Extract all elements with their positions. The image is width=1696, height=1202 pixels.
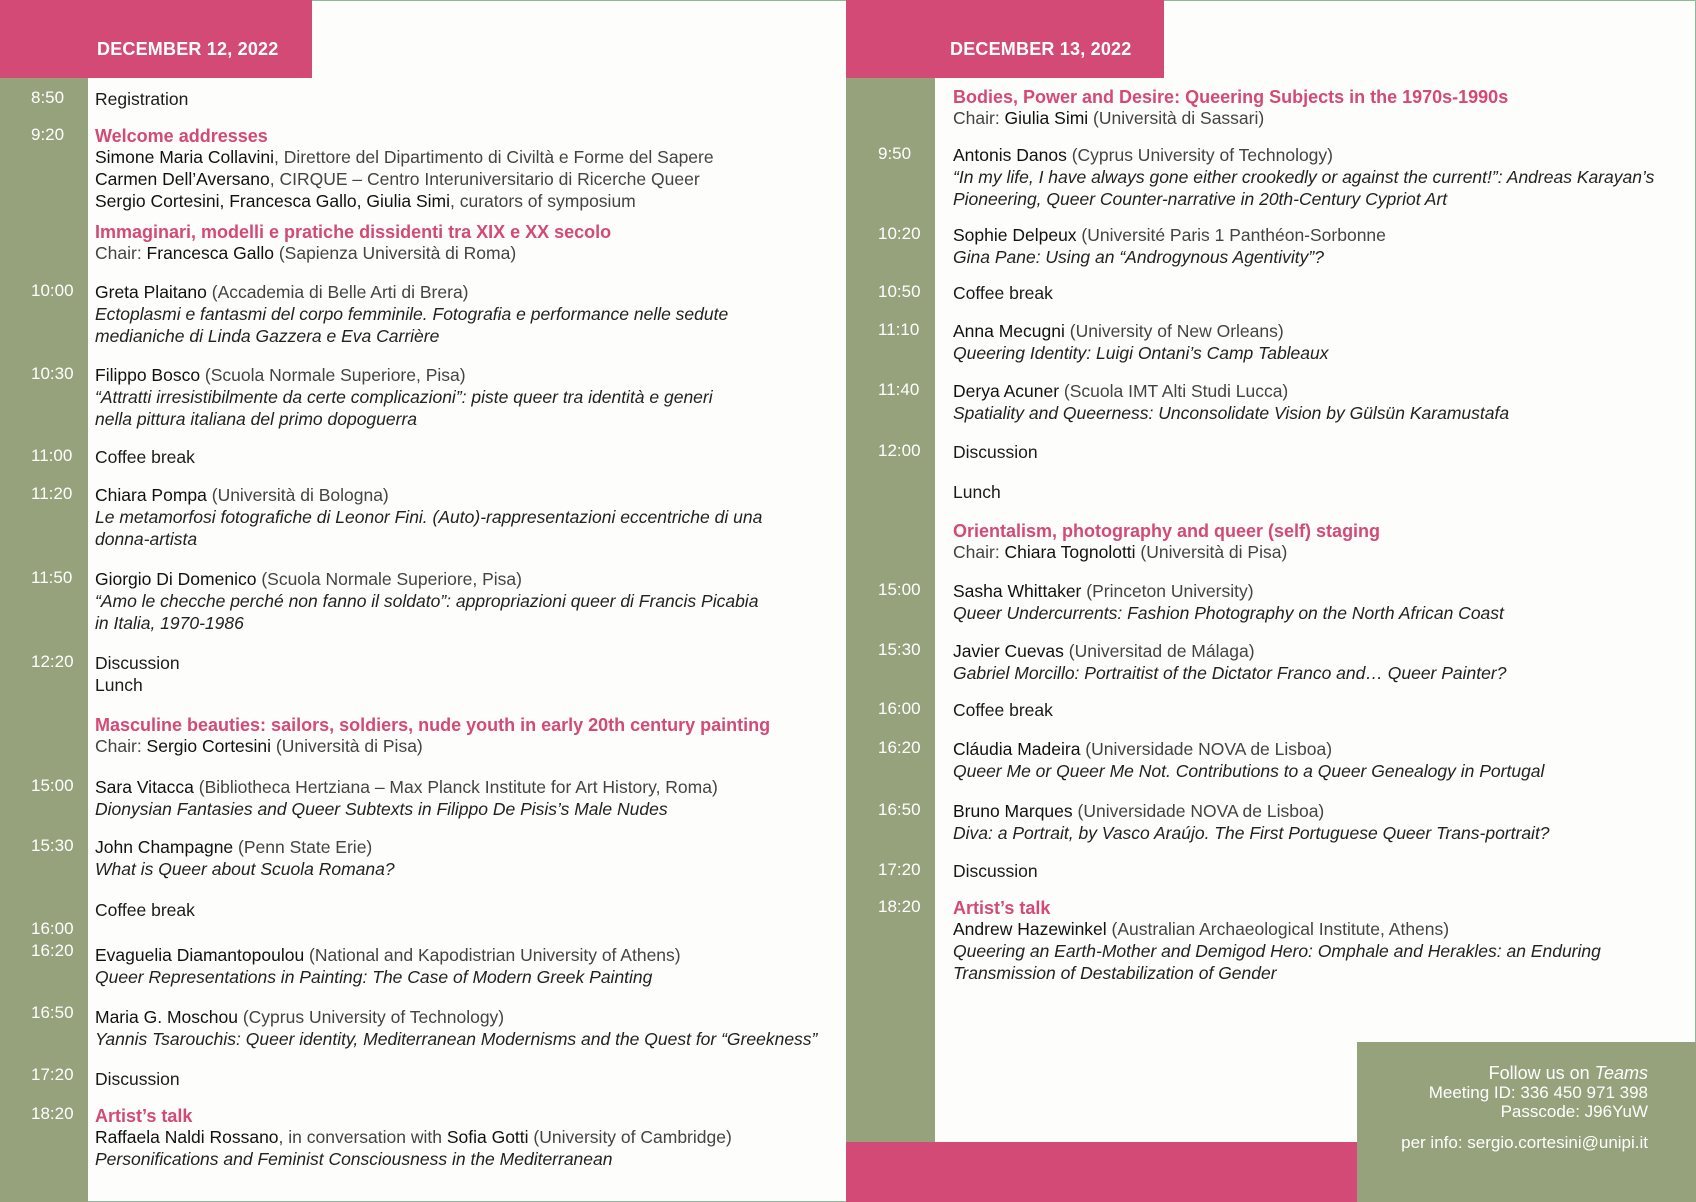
talk-title: Le metamorfosi fotografiche di Leonor Fini. (Auto)-rappresentazioni eccentriche di una: [95, 507, 763, 527]
speaker-affiliation: Chair:: [95, 736, 147, 756]
speaker-affiliation: (Scuola Normale Superiore, Pisa): [200, 365, 466, 385]
speaker-name: Filippo Bosco: [95, 365, 201, 385]
speaker-affiliation: (Università di Sassari): [1088, 108, 1265, 128]
speaker-affiliation: (Università di Bologna): [206, 485, 389, 505]
talk-title: Pioneering, Queer Counter-narrative in 20th-Century Cypriot Art: [953, 189, 1448, 209]
time-slot: 17:20: [31, 1065, 74, 1084]
time-slot: 11:00: [31, 446, 73, 465]
time-slot: 16:50: [878, 800, 921, 819]
schedule-item: [953, 738, 1544, 782]
talk-title: “In my life, I have always gone either crookedly or against the current!”: Andreas Karayan’s: [953, 167, 1655, 187]
section-title: Immaginari, modelli e pratiche dissidenti tra XIX e XX secolo: [95, 222, 612, 242]
schedule-item: [95, 899, 195, 921]
session-label: Registration: [95, 89, 189, 109]
time-slot: 18:20: [31, 1104, 74, 1123]
time-slot: 10:00: [31, 281, 74, 300]
speaker-affiliation: (National and Kapodistrian University of Athens): [304, 945, 681, 965]
speaker-affiliation: Chair:: [953, 108, 1005, 128]
speaker-name: Sara Vitacca: [95, 777, 194, 797]
session-label: Coffee break: [95, 447, 195, 467]
speaker-line: [95, 836, 395, 858]
speaker-affiliation: (Universitad de Málaga): [1063, 641, 1255, 661]
speaker-affiliation: (Universidade NOVA de Lisboa): [1072, 801, 1325, 821]
speaker-name: Sophie Delpeux: [953, 225, 1077, 245]
speaker-affiliation: (Scuola IMT Alti Studi Lucca): [1059, 381, 1289, 401]
speaker-line: [953, 918, 1601, 940]
speaker-line: [953, 320, 1329, 342]
schedule-item: [953, 640, 1506, 684]
schedule-item: [953, 282, 1053, 304]
speaker-affiliation: (Sapienza Università di Roma): [273, 243, 517, 263]
speaker-line: [95, 281, 728, 303]
talk-title: Queer Undercurrents: Fashion Photography on the North African Coast: [953, 603, 1504, 623]
speaker-name: Javier Cuevas: [953, 641, 1064, 661]
speaker-affiliation: (University of New Orleans): [1064, 321, 1284, 341]
speaker-line: [95, 568, 758, 590]
schedule-item: [95, 1105, 732, 1170]
day1-header-text: DECEMBER 12, 2022: [97, 39, 279, 59]
session-label: Coffee break: [95, 900, 195, 920]
talk-title: What is Queer about Scuola Romana?: [95, 859, 395, 879]
speaker-line: [95, 364, 713, 386]
speaker-affiliation: (Universidade NOVA de Lisboa): [1080, 739, 1333, 759]
schedule-item: [95, 652, 180, 696]
time-slot: 8:50: [31, 88, 65, 107]
talk-title: Diva: a Portrait, by Vasco Araújo. The First Portuguese Queer Trans-portrait?: [953, 823, 1550, 843]
time-slot: 11:20: [31, 484, 73, 503]
speaker-affiliation: Chair:: [953, 542, 1005, 562]
speaker-line: [95, 146, 714, 168]
speaker-line: [95, 190, 714, 212]
speaker-name: Carmen Dell’Aversano: [95, 169, 270, 189]
speaker-affiliation: , CIRQUE – Centro Interuniversitario di Ricerche Queer: [269, 169, 700, 189]
time-slot: 17:20: [878, 860, 921, 879]
time-slot: 15:00: [878, 580, 921, 599]
talk-title: Spatiality and Queerness: Unconsolidate Vision by Gülsün Karamustafa: [953, 403, 1510, 423]
section-title: Welcome addresses: [95, 126, 268, 146]
speaker-name: Sasha Whittaker: [953, 581, 1082, 601]
time-slot: 10:30: [31, 364, 74, 383]
speaker-line: [953, 640, 1506, 662]
speaker-name: Evaguelia Diamantopoulou: [95, 945, 305, 965]
speaker-line: [95, 484, 762, 506]
follow-line: [1357, 1064, 1648, 1083]
schedule-item: [95, 776, 718, 820]
schedule-item: [95, 568, 758, 634]
session-label: Discussion: [953, 442, 1038, 462]
time-slot: 16:20: [31, 941, 74, 960]
talk-title: Gina Pane: Using an “Androgynous Agentivity”?: [953, 247, 1324, 267]
talk-title: Queer Representations in Painting: The Case of Modern Greek Painting: [95, 967, 653, 987]
follow-platform: Teams: [1594, 1063, 1648, 1083]
talk-title: nella pittura italiana del primo dopoguerra: [95, 409, 418, 429]
day1-time-band: [0, 78, 88, 1202]
speaker-affiliation: (Cyprus University of Technology): [1066, 145, 1333, 165]
speaker-line: [953, 144, 1654, 166]
speaker-line: [95, 168, 714, 190]
speaker-name: Sergio Cortesini: [146, 736, 272, 756]
session-label: Coffee break: [953, 700, 1053, 720]
speaker-name: Francesca Gallo: [146, 243, 274, 263]
talk-title: Dionysian Fantasies and Queer Subtexts in Filippo De Pisis’s Male Nudes: [95, 799, 668, 819]
talk-title: in Italia, 1970-1986: [95, 613, 244, 633]
talk-title: Transmission of Destabilization of Gender: [953, 963, 1277, 983]
schedule-item: [953, 86, 1508, 129]
session-label: Lunch: [95, 675, 143, 695]
talk-title: “Attratti irresistibilmente da certe complicazioni”: piste queer tra identità e generi: [95, 387, 713, 407]
session-label: Discussion: [95, 653, 180, 673]
session-label: Discussion: [95, 1069, 180, 1089]
schedule-item: [953, 380, 1509, 424]
schedule-item: [953, 860, 1038, 882]
schedule-item: [953, 441, 1038, 463]
speaker-name: Antonis Danos: [953, 145, 1067, 165]
schedule-item: [953, 897, 1601, 984]
speaker-affiliation: (Princeton University): [1081, 581, 1254, 601]
day2-bottom-bar: [846, 1142, 1358, 1202]
time-slot: 16:00: [31, 919, 74, 938]
speaker-affiliation: (Accademia di Belle Arti di Brera): [206, 282, 469, 302]
speaker-line: [953, 541, 1380, 563]
speaker-name: Anna Mecugni: [953, 321, 1065, 341]
speaker-name: Giorgio Di Domenico: [95, 569, 257, 589]
schedule-item: [953, 800, 1550, 844]
time-slot: 15:30: [878, 640, 921, 659]
speaker-line: [95, 1006, 817, 1028]
speaker-affiliation: , curators of symposium: [450, 191, 636, 211]
schedule-item: [953, 320, 1329, 364]
speaker-name: John Champagne: [95, 837, 234, 857]
speaker-affiliation: (Università di Pisa): [271, 736, 423, 756]
schedule-item: [95, 88, 188, 110]
speaker-name: Greta Plaitano: [95, 282, 207, 302]
schedule-item: [95, 446, 195, 468]
time-slot: 12:20: [31, 652, 74, 671]
time-slot: 9:20: [31, 125, 65, 144]
day2-header-text: DECEMBER 13, 2022: [950, 39, 1132, 59]
schedule-item: [95, 836, 395, 880]
speaker-affiliation: (Australian Archaeological Institute, Athens): [1106, 919, 1450, 939]
speaker-name: Sergio Cortesini, Francesca Gallo, Giulia Simi: [95, 191, 450, 211]
talk-title: medianiche di Linda Gazzera e Eva Carrière: [95, 326, 440, 346]
day2-header: [846, 0, 1164, 78]
speaker-line: [953, 224, 1386, 246]
speaker-line: [953, 800, 1550, 822]
schedule-item: [953, 481, 1001, 503]
speaker-line: [953, 738, 1544, 760]
time-slot: 10:50: [878, 282, 921, 301]
talk-title: Queering an Earth-Mother and Demigod Hero: Omphale and Herakles: an Enduring: [953, 941, 1601, 961]
teams-info: [1357, 1042, 1648, 1152]
speaker-line: [95, 735, 770, 757]
session-label: Discussion: [953, 861, 1038, 881]
talk-title: Ectoplasmi e fantasmi del corpo femminile. Fotografia e performance nelle sedute: [95, 304, 729, 324]
follow-prefix: Follow us on: [1488, 1063, 1595, 1083]
speaker-name: Chiara Tognolotti: [1004, 542, 1136, 562]
schedule-item: [953, 580, 1504, 624]
speaker-affiliation: (Bibliotheca Hertziana – Max Planck Institute for Art History, Roma): [193, 777, 718, 797]
schedule-item: [95, 1068, 180, 1090]
schedule-item: [95, 221, 611, 264]
speaker-affiliation: (Université Paris 1 Panthéon-Sorbonne: [1076, 225, 1386, 245]
schedule-item: [95, 714, 770, 757]
passcode: Passcode: J96YuW: [1500, 1102, 1648, 1121]
schedule-item: [953, 144, 1654, 210]
speaker-affiliation: (Penn State Erie): [233, 837, 373, 857]
meeting-id: Meeting ID: 336 450 971 398: [1428, 1083, 1648, 1102]
speaker-line: [95, 242, 611, 264]
talk-title: Queer Me or Queer Me Not. Contributions to a Queer Genealogy in Portugal: [953, 761, 1545, 781]
speaker-name: Sofia Gotti: [446, 1127, 529, 1147]
time-slot: 9:50: [878, 144, 912, 163]
schedule-item: [953, 699, 1053, 721]
time-slot: 11:40: [878, 380, 920, 399]
talk-title: donna-artista: [95, 529, 198, 549]
speaker-name: Raffaela Naldi Rossano: [95, 1127, 279, 1147]
schedule-item: [95, 944, 681, 988]
schedule-item: [95, 281, 728, 347]
time-slot: 10:20: [878, 224, 921, 243]
schedule-item: [95, 125, 714, 212]
time-slot: 11:10: [878, 320, 920, 339]
schedule-item: [95, 1006, 817, 1050]
talk-title: Yannis Tsarouchis: Queer identity, Mediterranean Modernisms and the Quest for “Greekness”: [95, 1029, 818, 1049]
time-slot: 15:00: [31, 776, 74, 795]
time-slot: 16:00: [878, 699, 921, 718]
section-title: Bodies, Power and Desire: Queering Subjects in the 1970s-1990s: [953, 87, 1509, 107]
speaker-line: [95, 776, 718, 798]
day1-header: [0, 0, 312, 78]
section-title: Artist’s talk: [953, 898, 1051, 918]
time-slot: 16:50: [31, 1003, 74, 1022]
speaker-name: Giulia Simi: [1004, 108, 1089, 128]
section-title: Orientalism, photography and queer (self) staging: [953, 521, 1381, 541]
schedule-item: [953, 224, 1386, 268]
time-slot: 16:20: [878, 738, 921, 757]
speaker-affiliation: , in conversation with: [278, 1127, 447, 1147]
schedule-item: [953, 520, 1380, 563]
speaker-name: Maria G. Moschou: [95, 1007, 238, 1027]
schedule-item: [95, 484, 762, 550]
speaker-line: [953, 580, 1504, 602]
speaker-line: [95, 1126, 732, 1148]
info-email[interactable]: per info: sergio.cortesini@unipi.it: [1401, 1133, 1648, 1152]
speaker-affiliation: (Scuola Normale Superiore, Pisa): [256, 569, 522, 589]
talk-title: “Amo le checche perché non fanno il soldato”: appropriazioni queer di Francis Picabia: [95, 591, 759, 611]
speaker-affiliation: (Cyprus University of Technology): [237, 1007, 505, 1027]
section-title: Artist’s talk: [95, 1106, 193, 1126]
talk-title: Personifications and Feminist Consciousness in the Mediterranean: [95, 1149, 613, 1169]
speaker-affiliation: (University of Cambridge): [528, 1127, 732, 1147]
speaker-affiliation: (Università di Pisa): [1135, 542, 1288, 562]
session-label: Coffee break: [953, 283, 1053, 303]
speaker-name: Cláudia Madeira: [953, 739, 1081, 759]
speaker-name: Andrew Hazewinkel: [953, 919, 1107, 939]
speaker-affiliation: , Direttore del Dipartimento di Civiltà e Forme del Sapere: [273, 147, 714, 167]
speaker-name: Chiara Pompa: [95, 485, 207, 505]
time-slot: 11:50: [31, 568, 73, 587]
speaker-name: Simone Maria Collavini: [95, 147, 274, 167]
speaker-line: [953, 380, 1509, 402]
time-slot: 15:30: [31, 836, 74, 855]
speaker-name: Derya Acuner: [953, 381, 1060, 401]
talk-title: Gabriel Morcillo: Portraitist of the Dictator Franco and… Queer Painter?: [953, 663, 1507, 683]
speaker-name: Bruno Marques: [953, 801, 1073, 821]
speaker-affiliation: Chair:: [95, 243, 147, 263]
section-title: Masculine beauties: sailors, soldiers, nude youth in early 20th century painting: [95, 715, 771, 735]
speaker-line: [953, 107, 1508, 129]
speaker-line: [95, 944, 681, 966]
talk-title: Queering Identity: Luigi Ontani’s Camp Tableaux: [953, 343, 1329, 363]
time-slot: 12:00: [878, 441, 921, 460]
time-slot: 18:20: [878, 897, 921, 916]
schedule-item: [95, 364, 713, 430]
session-label: Lunch: [953, 482, 1001, 502]
